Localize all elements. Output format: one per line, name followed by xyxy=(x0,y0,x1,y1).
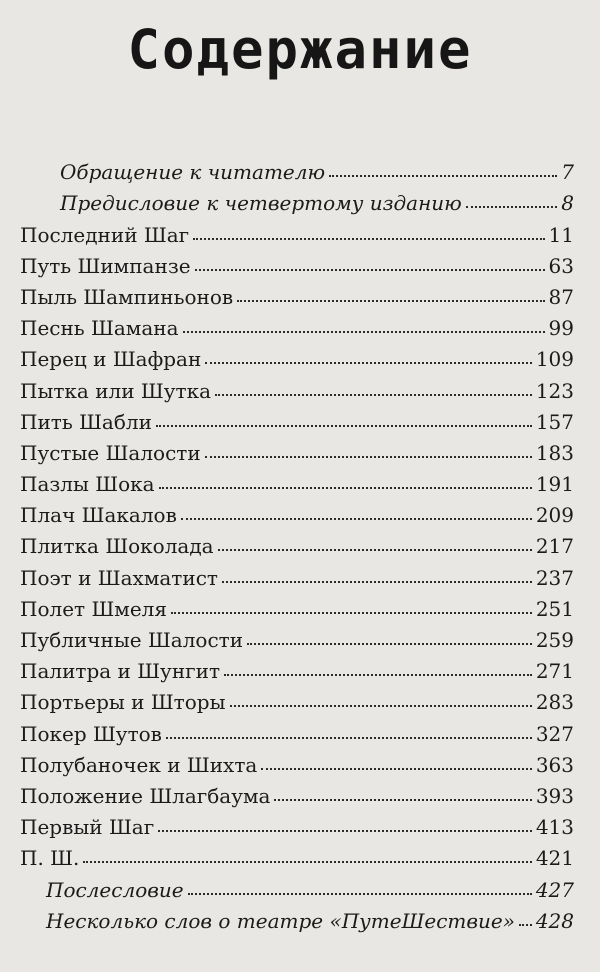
toc-entry xyxy=(20,370,574,401)
leader-dots xyxy=(215,394,532,396)
toc-entry-page: 428 xyxy=(535,908,574,933)
toc-entry-title: Песнь Шамана xyxy=(20,316,179,341)
toc-entry-page: 99 xyxy=(548,316,574,341)
toc-entry-page: 327 xyxy=(535,721,574,746)
toc-entry-page: 123 xyxy=(535,378,574,403)
toc-entry xyxy=(20,745,574,776)
leader-dots xyxy=(166,737,532,739)
toc-entry-page: 7 xyxy=(561,160,574,185)
leader-dots xyxy=(193,238,544,240)
toc-entry-page: 63 xyxy=(548,253,574,278)
toc-entry xyxy=(20,152,574,183)
leader-dots xyxy=(519,924,532,926)
toc-entry xyxy=(20,495,574,526)
toc-entry xyxy=(20,308,574,339)
toc-entry-title: Пустые Шалости xyxy=(20,440,201,465)
leader-dots xyxy=(222,581,532,583)
toc-entry xyxy=(20,713,574,744)
toc-entry xyxy=(20,589,574,620)
toc-entry xyxy=(20,807,574,838)
toc-entry-page: 363 xyxy=(535,752,574,777)
leader-dots xyxy=(329,175,557,177)
toc-entry-title: Положение Шлагбаума xyxy=(20,783,271,808)
toc-entry xyxy=(20,402,574,433)
toc-entry-page: 251 xyxy=(535,596,574,621)
table-of-contents xyxy=(20,152,574,932)
toc-entry xyxy=(20,246,574,277)
toc-entry xyxy=(20,464,574,495)
toc-entry xyxy=(20,869,574,900)
toc-entry-title: Покер Шутов xyxy=(20,721,162,746)
toc-entry-page: 109 xyxy=(535,347,574,372)
toc-entry-page: 393 xyxy=(535,783,574,808)
leader-dots xyxy=(156,425,532,427)
leader-dots xyxy=(158,830,532,832)
leader-dots xyxy=(247,643,532,645)
toc-entry-page: 237 xyxy=(535,565,574,590)
toc-entry-title: Пыль Шампиньонов xyxy=(20,284,234,309)
leader-dots xyxy=(181,518,532,520)
toc-entry-page: 11 xyxy=(548,222,574,247)
leader-dots xyxy=(183,331,545,333)
toc-entry-title: Портьеры и Шторы xyxy=(20,690,226,715)
toc-entry-title: Последний Шаг xyxy=(20,222,190,247)
toc-entry-title: Плач Шакалов xyxy=(20,503,177,528)
toc-entry xyxy=(20,901,574,932)
leader-dots xyxy=(218,549,532,551)
toc-entry-title: Плитка Шоколада xyxy=(20,534,214,559)
toc-entry-page: 283 xyxy=(535,690,574,715)
leader-dots xyxy=(159,487,532,489)
toc-entry-page: 8 xyxy=(561,191,574,216)
toc-entry xyxy=(20,339,574,370)
toc-entry-page: 217 xyxy=(535,534,574,559)
leader-dots xyxy=(171,612,532,614)
toc-entry-title: Публичные Шалости xyxy=(20,628,244,652)
toc-entry-title: Первый Шаг xyxy=(20,815,155,840)
leader-dots xyxy=(274,799,531,801)
toc-entry-title: П. Ш. xyxy=(20,846,80,871)
toc-entry-page: 271 xyxy=(535,659,574,684)
toc-entry-page: 259 xyxy=(535,628,574,652)
toc-entry-title: Предисловие к четвертому изданию xyxy=(60,191,462,216)
toc-entry-title: Перец и Шафран xyxy=(20,347,202,372)
toc-entry xyxy=(20,433,574,464)
toc-entry xyxy=(20,277,574,308)
toc-entry-title: Несколько слов о театре «ПутеШествие» xyxy=(46,908,515,933)
leader-dots xyxy=(83,861,531,863)
toc-entry-title: Послесловие xyxy=(46,877,184,902)
leader-dots xyxy=(224,674,532,676)
toc-entry-page: 157 xyxy=(535,409,574,434)
leader-dots xyxy=(195,269,545,271)
toc-entry xyxy=(20,183,574,214)
toc-entry-page: 191 xyxy=(535,472,574,497)
leader-dots xyxy=(188,893,532,895)
toc-entry xyxy=(20,682,574,713)
leader-dots xyxy=(466,206,558,208)
leader-dots xyxy=(230,705,532,707)
toc-entry-page: 87 xyxy=(548,284,574,309)
leader-dots xyxy=(237,300,544,302)
toc-entry-page: 209 xyxy=(535,503,574,528)
toc-entry xyxy=(20,651,574,682)
toc-entry-title: Полубаночек и Шихта xyxy=(20,752,258,777)
toc-entry xyxy=(20,838,574,869)
toc-entry xyxy=(20,776,574,807)
toc-entry-title: Пить Шабли xyxy=(20,409,152,434)
toc-entry-page: 427 xyxy=(535,877,574,902)
leader-dots xyxy=(205,362,532,364)
toc-entry-title: Обращение к читателю xyxy=(60,160,326,185)
toc-entry xyxy=(20,214,574,245)
toc-entry xyxy=(20,526,574,557)
toc-entry-title: Палитра и Шунгит xyxy=(20,659,221,684)
toc-entry-title: Полет Шмеля xyxy=(20,596,167,621)
toc-entry-title: Поэт и Шахматист xyxy=(20,565,218,590)
toc-entry xyxy=(20,557,574,588)
toc-entry xyxy=(20,620,574,651)
toc-entry-page: 421 xyxy=(535,846,574,871)
toc-entry-page: 413 xyxy=(535,815,574,840)
leader-dots xyxy=(261,768,531,770)
toc-entry-title: Путь Шимпанзе xyxy=(20,253,191,278)
page-title: Содержание xyxy=(127,18,473,81)
toc-entry-title: Пытка или Шутка xyxy=(20,378,212,403)
leader-dots xyxy=(205,456,532,458)
toc-entry-title: Пазлы Шока xyxy=(20,472,155,497)
toc-entry-page: 183 xyxy=(535,440,574,465)
